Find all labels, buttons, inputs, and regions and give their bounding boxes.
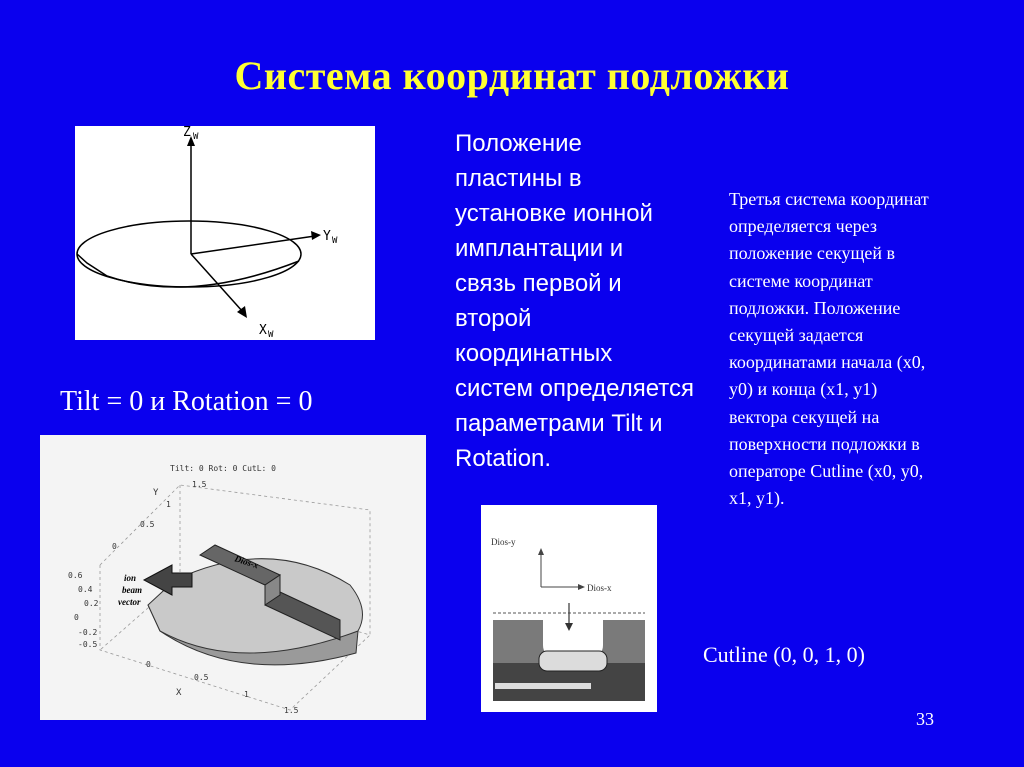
- x-tick: 0: [146, 660, 151, 669]
- x-tick: 1: [244, 690, 249, 699]
- dios-x-arrow: [578, 584, 585, 590]
- dios-x-label: Dios-x: [587, 583, 612, 593]
- cut-arrow-head: [565, 623, 573, 631]
- x-tick: 1.5: [284, 706, 299, 715]
- z-tick: 0: [74, 613, 79, 622]
- tilt-rotation-label: Tilt = 0 и Rotation = 0: [60, 386, 313, 417]
- y-tick: 1.5: [192, 480, 207, 489]
- scale-bar: [495, 683, 591, 689]
- x-axis-sub: W: [268, 330, 274, 340]
- x-axis-label: X: [259, 323, 267, 338]
- cutline-description: Третья система координат определяется через положение секущей в системе координат подложки. Положение секущей задается координатами начала (x0, y0) и конца (x1, y1) вектора секущей на поверхности подложки в операторе Cutline (x0, y0, x1, y1).: [729, 189, 929, 509]
- cross-section-diagram: [481, 505, 657, 712]
- ion-beam-text: vector: [118, 597, 141, 607]
- plot-x-label: X: [176, 688, 182, 698]
- y-tick: 0.5: [140, 520, 155, 529]
- implantation-3d-figure: [40, 435, 426, 720]
- wafer-coordinate-figure: [75, 126, 375, 340]
- y-tick: 1: [166, 500, 171, 509]
- dios-y-label: Dios-y: [491, 537, 516, 547]
- z-axis-sub: W: [193, 132, 199, 142]
- implant-region: [539, 651, 607, 671]
- z-tick: 0.4: [78, 585, 93, 594]
- plot-header: Tilt: 0 Rot: 0 CutL: 0: [170, 464, 276, 473]
- y-tick: 0: [112, 542, 117, 551]
- plot-y-label: Y: [153, 488, 159, 498]
- z-tick: -0.5: [78, 640, 98, 649]
- x-tick: 0.5: [194, 673, 209, 682]
- ion-beam-text: ion: [124, 573, 137, 583]
- z-tick: 0.2: [84, 599, 99, 608]
- implantation-3d-plot: [40, 435, 426, 720]
- slide-title: Система координат подложки: [234, 53, 790, 98]
- dios-y-arrow: [538, 548, 544, 555]
- z-axis-label: Z: [183, 126, 191, 140]
- y-axis-sub: W: [332, 236, 338, 246]
- wafer-diagram: [75, 126, 375, 340]
- y-axis-label: Y: [323, 229, 331, 244]
- z-tick: -0.2: [78, 628, 98, 637]
- z-tick: 0.6: [68, 571, 83, 580]
- cutline-label: Cutline (0, 0, 1, 0): [703, 642, 865, 667]
- ion-beam-text: beam: [122, 585, 142, 595]
- cross-section-figure: [481, 505, 657, 712]
- wafer-position-description: Положение пластины в установке ионной имплантации и связь первой и второй координатных систем определяется параметрами Tilt и Rotation.: [455, 130, 694, 472]
- dios-x-label-3d: Dios-x: [233, 553, 260, 571]
- y-axis-arrow: [311, 231, 321, 240]
- page-number: 33: [916, 709, 934, 729]
